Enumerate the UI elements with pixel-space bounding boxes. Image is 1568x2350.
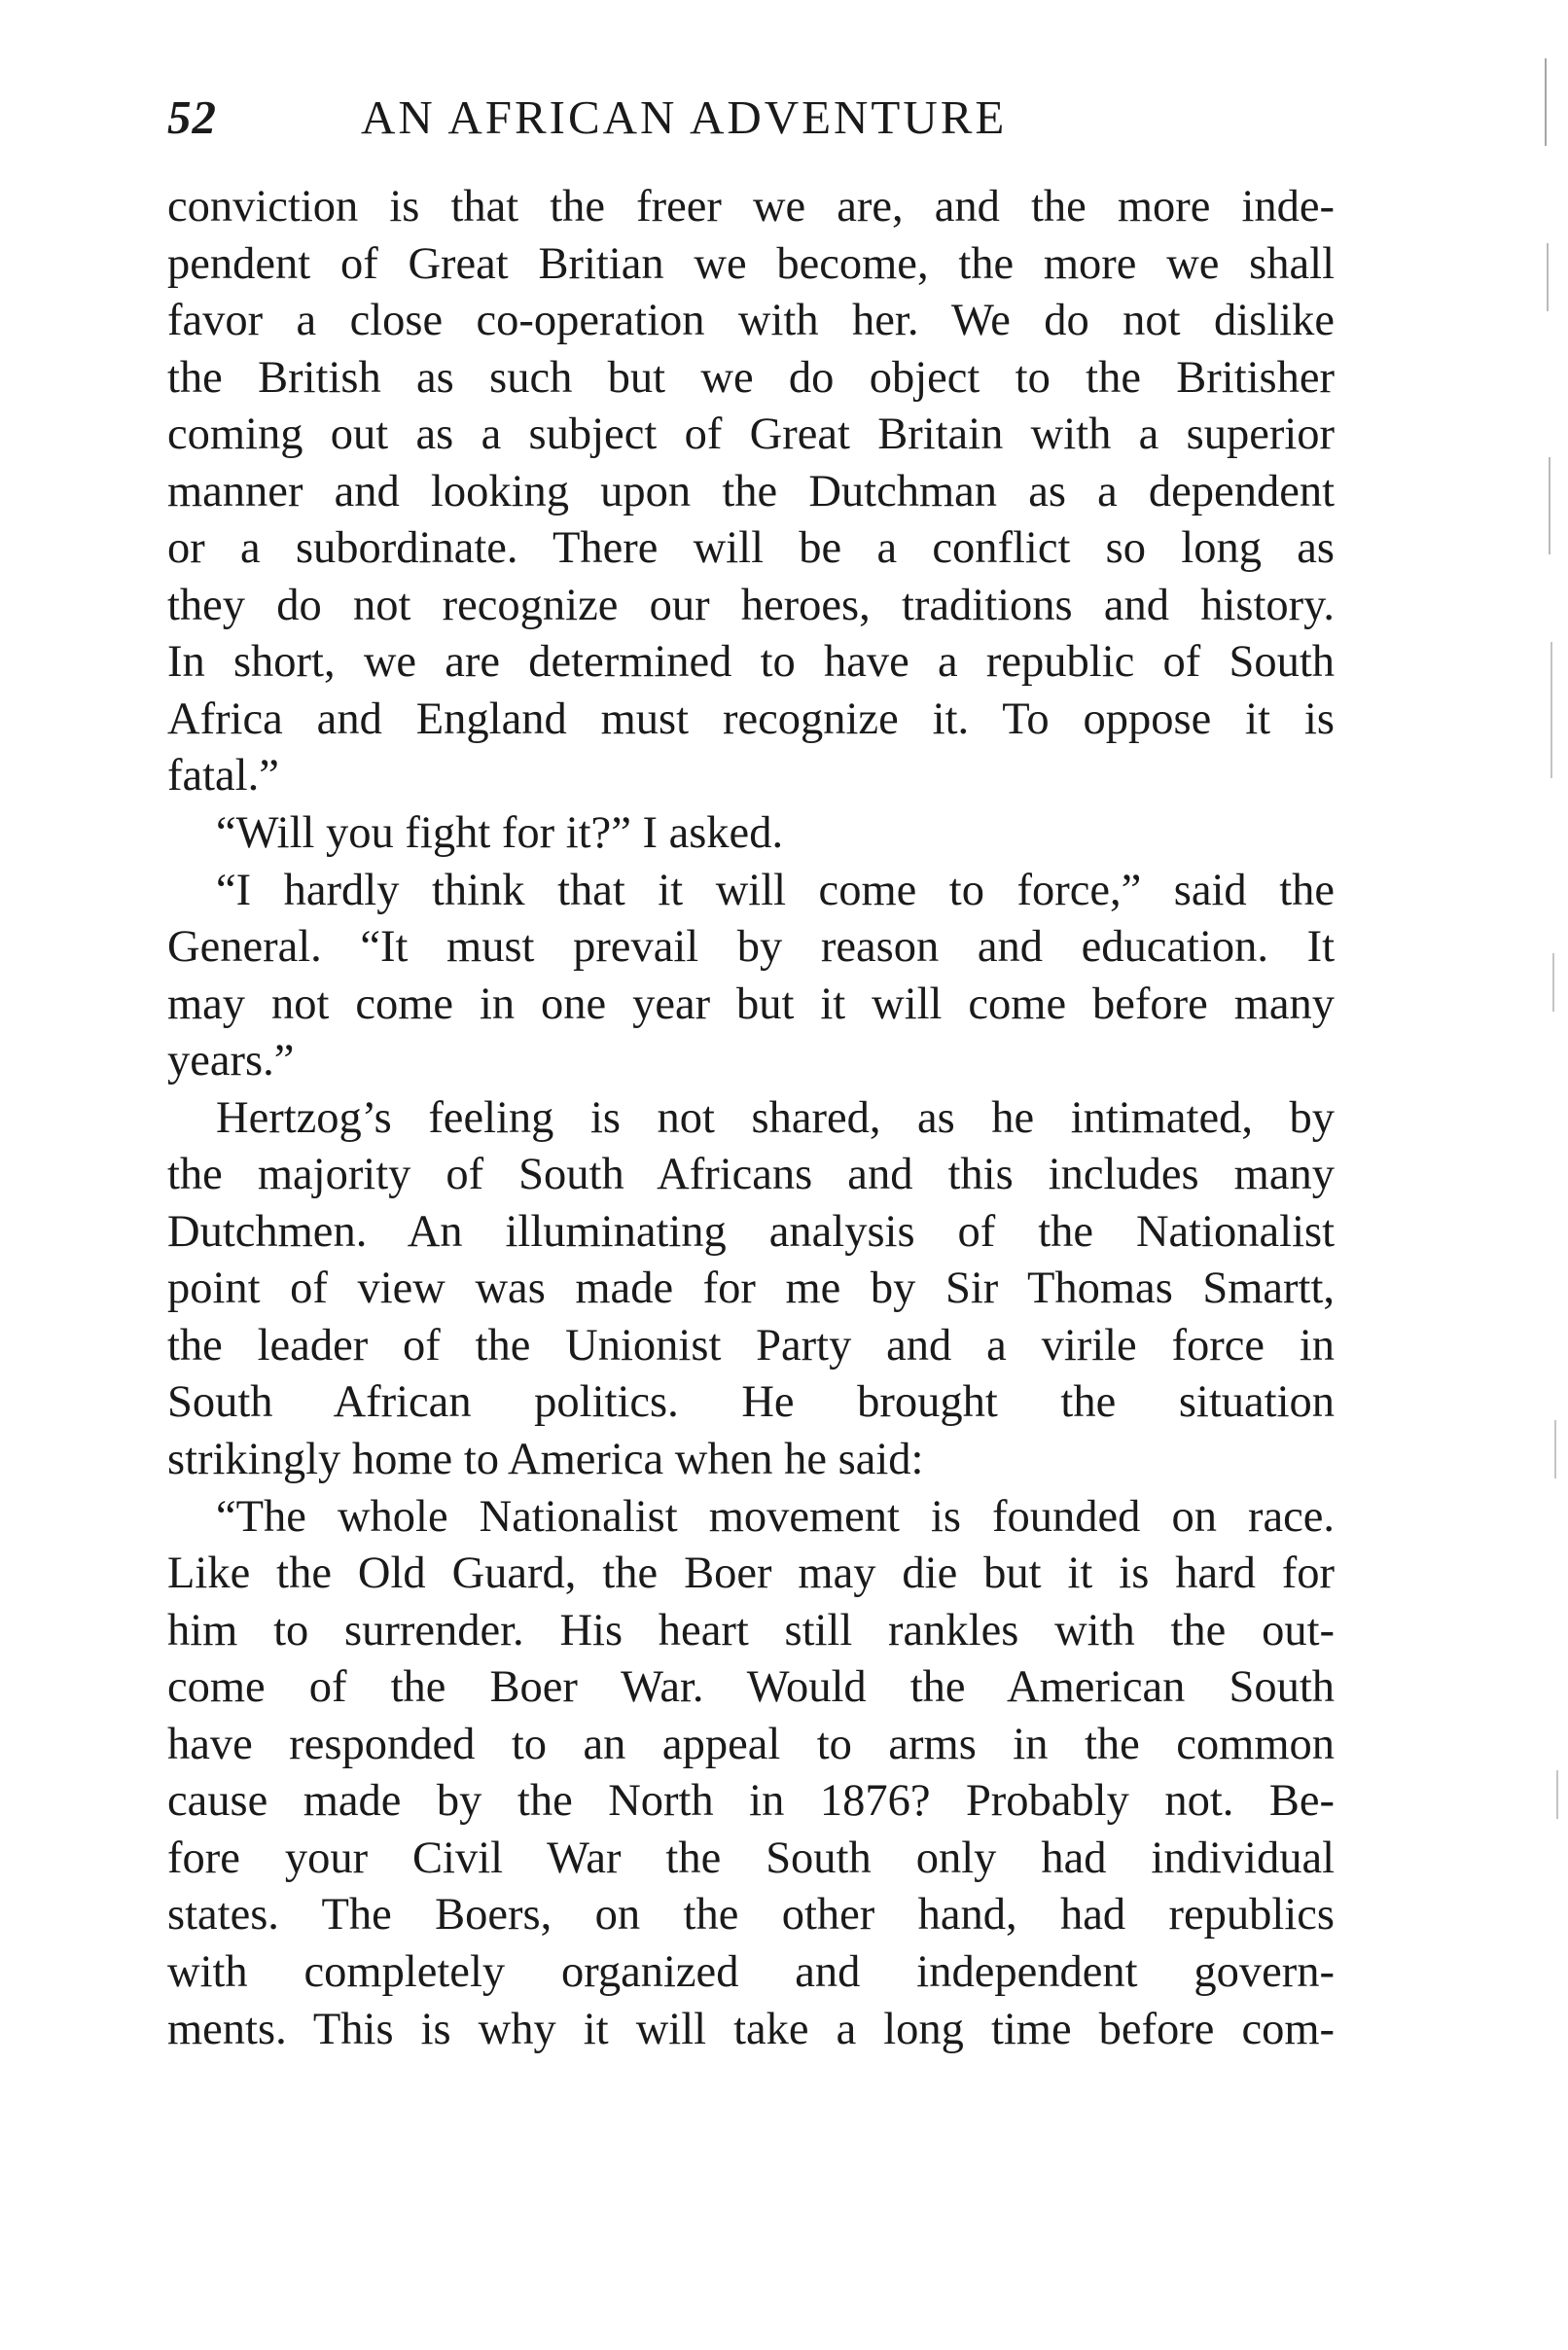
- page-number: 52: [167, 90, 217, 144]
- body-text: [167, 179, 1335, 2058]
- text-line: In short, we are determined to have a republic of South: [167, 637, 1335, 688]
- text-line: favor a close co-operation with her. We do not dislike: [167, 296, 1335, 346]
- scan-artifact: [1547, 243, 1549, 311]
- text-line: ments. This is why it will take a long time before com-: [167, 2004, 1335, 2054]
- text-line: pendent of Great Britian we become, the more we shall: [167, 238, 1335, 289]
- text-line: have responded to an appeal to arms in the common: [167, 1719, 1335, 1769]
- text-line: years.”: [167, 1036, 295, 1086]
- running-head: [167, 84, 1335, 152]
- text-line: with completely organized and independent govern-: [167, 1946, 1335, 1997]
- text-line: the majority of South Africans and this includes many: [167, 1150, 1335, 1200]
- text-line: Africa and England must recognize it. To oppose it is: [167, 694, 1335, 744]
- text-line: Like the Old Guard, the Boer may die but it is hard for: [167, 1549, 1335, 1599]
- text-line: conviction is that the freer we are, and the more inde-: [167, 182, 1335, 231]
- text-line: they do not recognize our heroes, traditions and history.: [167, 580, 1335, 630]
- text-line: “Will you fight for it?” I asked.: [216, 808, 784, 859]
- scan-artifact: [1554, 1420, 1556, 1478]
- text-line: cause made by the North in 1876? Probably not. Be-: [167, 1776, 1335, 1827]
- text-line: point of view was made for me by Sir Thomas Smartt,: [167, 1264, 1335, 1314]
- text-line: General. “It must prevail by reason and education. It: [167, 922, 1335, 973]
- text-line: manner and looking upon the Dutchman as a dependent: [167, 466, 1335, 516]
- running-title: AN AFRICAN ADVENTURE: [361, 90, 1008, 144]
- text-line: fatal.”: [167, 751, 279, 801]
- text-line: strikingly home to America when he said:: [167, 1435, 924, 1485]
- text-line: the leader of the Unionist Party and a virile force in: [167, 1320, 1335, 1371]
- text-line: the British as such but we do object to the Britisher: [167, 352, 1335, 403]
- scan-artifact: [1545, 58, 1547, 146]
- text-line: Hertzog’s feeling is not shared, as he intimated, by: [216, 1092, 1335, 1143]
- text-line: “I hardly think that it will come to force,” said the: [216, 865, 1335, 915]
- text-line: come of the Boer War. Would the American South: [167, 1662, 1335, 1713]
- text-line: states. The Boers, on the other hand, had republics: [167, 1890, 1335, 1941]
- text-line: fore your Civil War the South only had individual: [167, 1833, 1335, 1883]
- text-line: coming out as a subject of Great Britain with a superior: [167, 409, 1335, 460]
- scan-artifact: [1556, 1770, 1558, 1819]
- scan-artifact: [1550, 642, 1552, 778]
- text-line: Dutchmen. An illuminating analysis of the Nationalist: [167, 1206, 1335, 1257]
- scan-artifact: [1552, 953, 1554, 1012]
- text-line: “The whole Nationalist movement is founded on race.: [216, 1491, 1335, 1542]
- text-line: him to surrender. His heart still rankles with the out-: [167, 1605, 1335, 1656]
- text-line: or a subordinate. There will be a conflict so long as: [167, 523, 1335, 574]
- text-line: South African politics. He brought the situation: [167, 1377, 1335, 1428]
- text-line: may not come in one year but it will come before many: [167, 979, 1335, 1029]
- scan-artifact: [1549, 457, 1550, 554]
